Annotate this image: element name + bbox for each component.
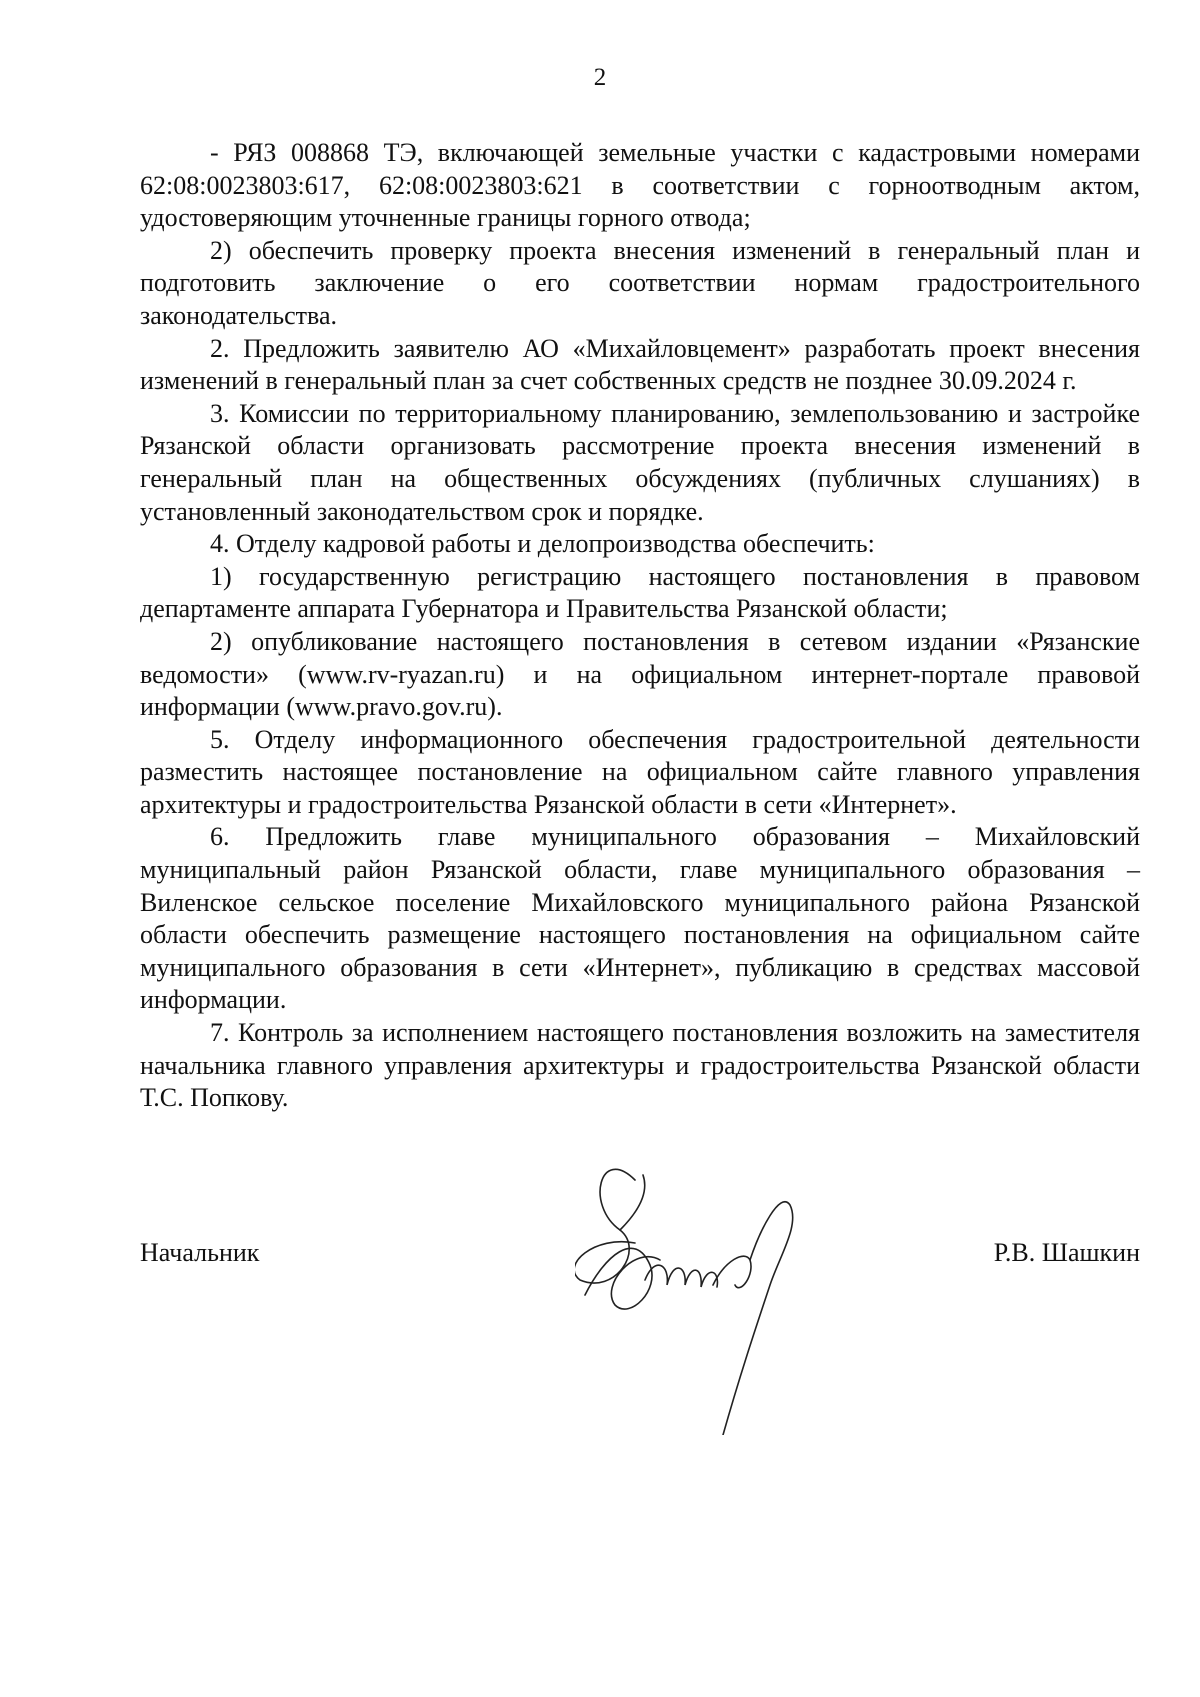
paragraph-item-2: 2. Предложить заявителю АО «Михайловцемент» разработать проект внесения изменений в генеральный план за счет собственных средств не позднее 30.09.2024 г. xyxy=(140,333,1140,396)
paragraph-item-7: 7. Контроль за исполнением настоящего постановления возложить на заместителя начальника главного управления архитектуры и градостроительства Рязанской области Т.С. Попкову. xyxy=(140,1018,1140,1113)
signatory-title: Начальник xyxy=(140,1238,260,1267)
paragraph-item-6: 6. Предложить главе муниципального образования – Михайловский муниципальный район Рязанской области, главе муниципального образования – Виленское сельское поселение Михайловского муниципального района Рязанской области обеспечить размещение настоящего постановления на официальном сайте муниципального образования в сети «Интернет», публикацию в средствах массовой информации. xyxy=(140,822,1140,1015)
signatory-name: Р.В. Шашкин xyxy=(993,1238,1140,1267)
paragraph-item-4: 4. Отделу кадровой работы и делопроизводства обеспечить: xyxy=(210,529,875,559)
paragraph-item-5: 5. Отделу информационного обеспечения градостроительной деятельности разместить настоящее постановление на официальном сайте главного управления архитектуры и градостроительства Рязанской области в сети «Интернет». xyxy=(140,724,1140,819)
paragraph-item-3: 3. Комиссии по территориальному планированию, землепользованию и застройке Рязанской области организовать рассмотрение проекта внесения изменений в генеральный план на общественных обсуждениях (публичных слушаниях) в установленный законодательством срок и порядке. xyxy=(140,398,1140,526)
paragraph-subitem-4-1: 1) государственную регистрацию настоящего постановления в правовом департаменте аппарата Губернатора и Правительства Рязанской области; xyxy=(140,561,1140,624)
handwritten-signature xyxy=(575,1135,815,1435)
page-number: 2 xyxy=(593,64,607,91)
paragraph-item-continuation: - РЯЗ 008868 ТЭ, включающей земельные участки с кадастровыми номерами 62:08:0023803:617, 62:08:0023803:621 в соответствии с горноотводным актом, удостоверяющим уточненные границы горного отвода; xyxy=(140,138,1140,233)
document-body xyxy=(140,137,1140,1115)
paragraph-subitem-2: 2) обеспечить проверку проекта внесения изменений в генеральный план и подготовить заключение о его соответствии нормам градостроительного законодательства. xyxy=(140,235,1140,330)
paragraph-subitem-4-2: 2) опубликование настоящего постановления в сетевом издании «Рязанские ведомости» (www.rv-ryazan.ru) и на официальном интернет-портале правовой информации (www.pravo.gov.ru). xyxy=(140,626,1140,722)
